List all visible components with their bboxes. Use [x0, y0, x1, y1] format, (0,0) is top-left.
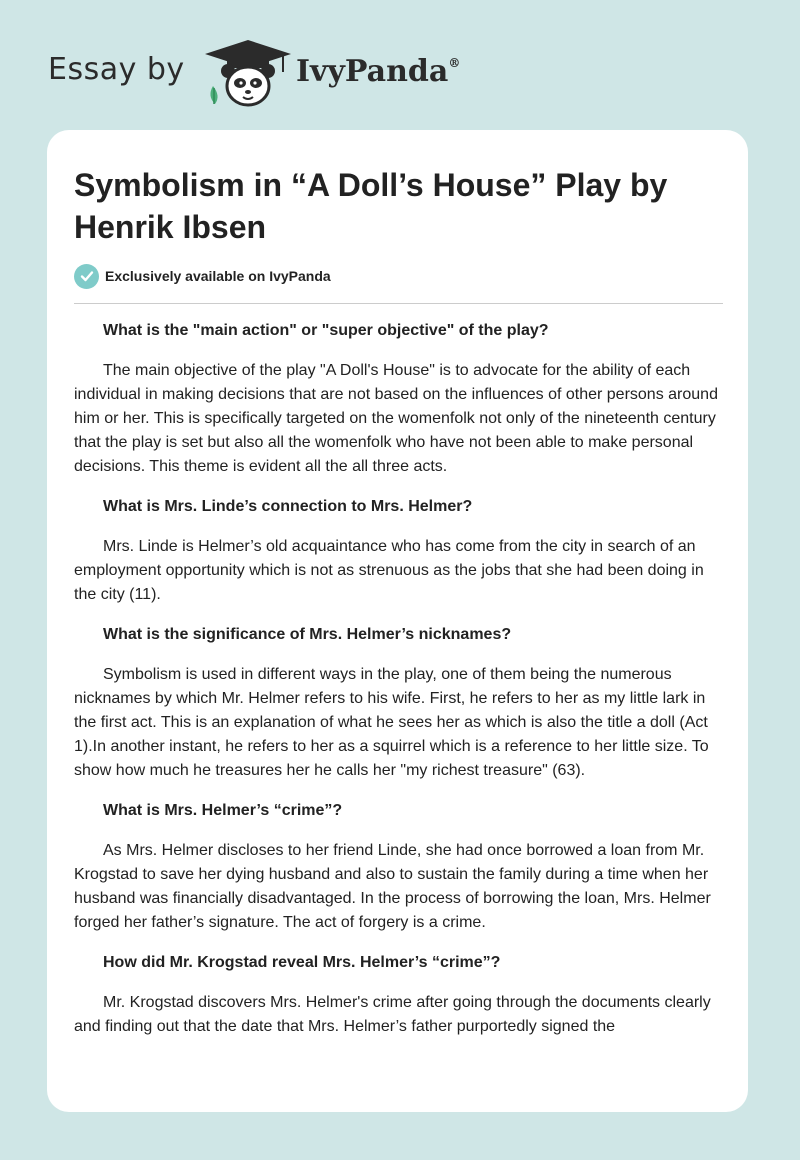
section-answer: The main objective of the play "A Doll's House" is to advocate for the ability of each individual in making decisions that are not based on the influences of other persons around him or her. This is specifically targeted on the womenfolk not only of the nineteenth century that the play is set but also all the womenfolk who have not been able to make personal decisions. This theme is evident all the all three acts. — [74, 362, 718, 475]
essay-title: Symbolism in “A Doll’s House” Play by Henrik Ibsen — [74, 167, 668, 245]
check-icon — [74, 264, 99, 289]
exclusive-badge-label: Exclusively available on IvyPanda — [105, 268, 331, 284]
brand-name[interactable] — [296, 54, 460, 89]
section-question: What is Mrs. Helmer’s “crime”? — [103, 802, 343, 819]
essay-card — [47, 130, 748, 1112]
brand-prefix: Essay by — [48, 52, 185, 87]
section-question: What is the "main action" or "super objective" of the play? — [103, 322, 549, 339]
section-answer: Mrs. Linde is Helmer’s old acquaintance who has come from the city in search of an employment opportunity which is not as strenuous as the jobs that she had been doing in the city (11). — [74, 538, 704, 603]
section-answer: Symbolism is used in different ways in the play, one of them being the numerous nicknames by which Mr. Helmer refers to his wife. First, he refers to her as my little lark in the first act. This is an explanation of what he sees her as which is also the title a doll (Act 1).In another instant, he refers to her as a squirrel which is a reference to her little size. To show how much he treasures her he calls her "my richest treasure" (63). — [74, 666, 709, 779]
section-answer: As Mrs. Helmer discloses to her friend Linde, she had once borrowed a loan from Mr. Krogstad to save her dying husband and also to sustain the family during a time when her husband was financially disadvantaged. In the process of borrowing the loan, Mrs. Helmer forged her father’s signature. The act of forgery is a crime. — [74, 842, 711, 931]
section-question: What is Mrs. Linde’s connection to Mrs. Helmer? — [103, 498, 473, 515]
section-answer: Mr. Krogstad discovers Mrs. Helmer's crime after going through the documents clearly and finding out that the date that Mrs. Helmer’s father purportedly signed the — [74, 994, 711, 1035]
essay-body — [74, 319, 726, 1055]
exclusive-badge — [74, 263, 331, 289]
section-question: What is the significance of Mrs. Helmer’s nicknames? — [103, 626, 512, 643]
panda-logo-icon[interactable] — [203, 38, 293, 110]
site-header — [0, 0, 800, 130]
section-question: How did Mr. Krogstad reveal Mrs. Helmer’s “crime”? — [103, 954, 501, 971]
trademark-symbol: ® — [448, 56, 461, 70]
brand-name-text: IvyPanda — [296, 54, 449, 89]
divider — [74, 303, 723, 304]
